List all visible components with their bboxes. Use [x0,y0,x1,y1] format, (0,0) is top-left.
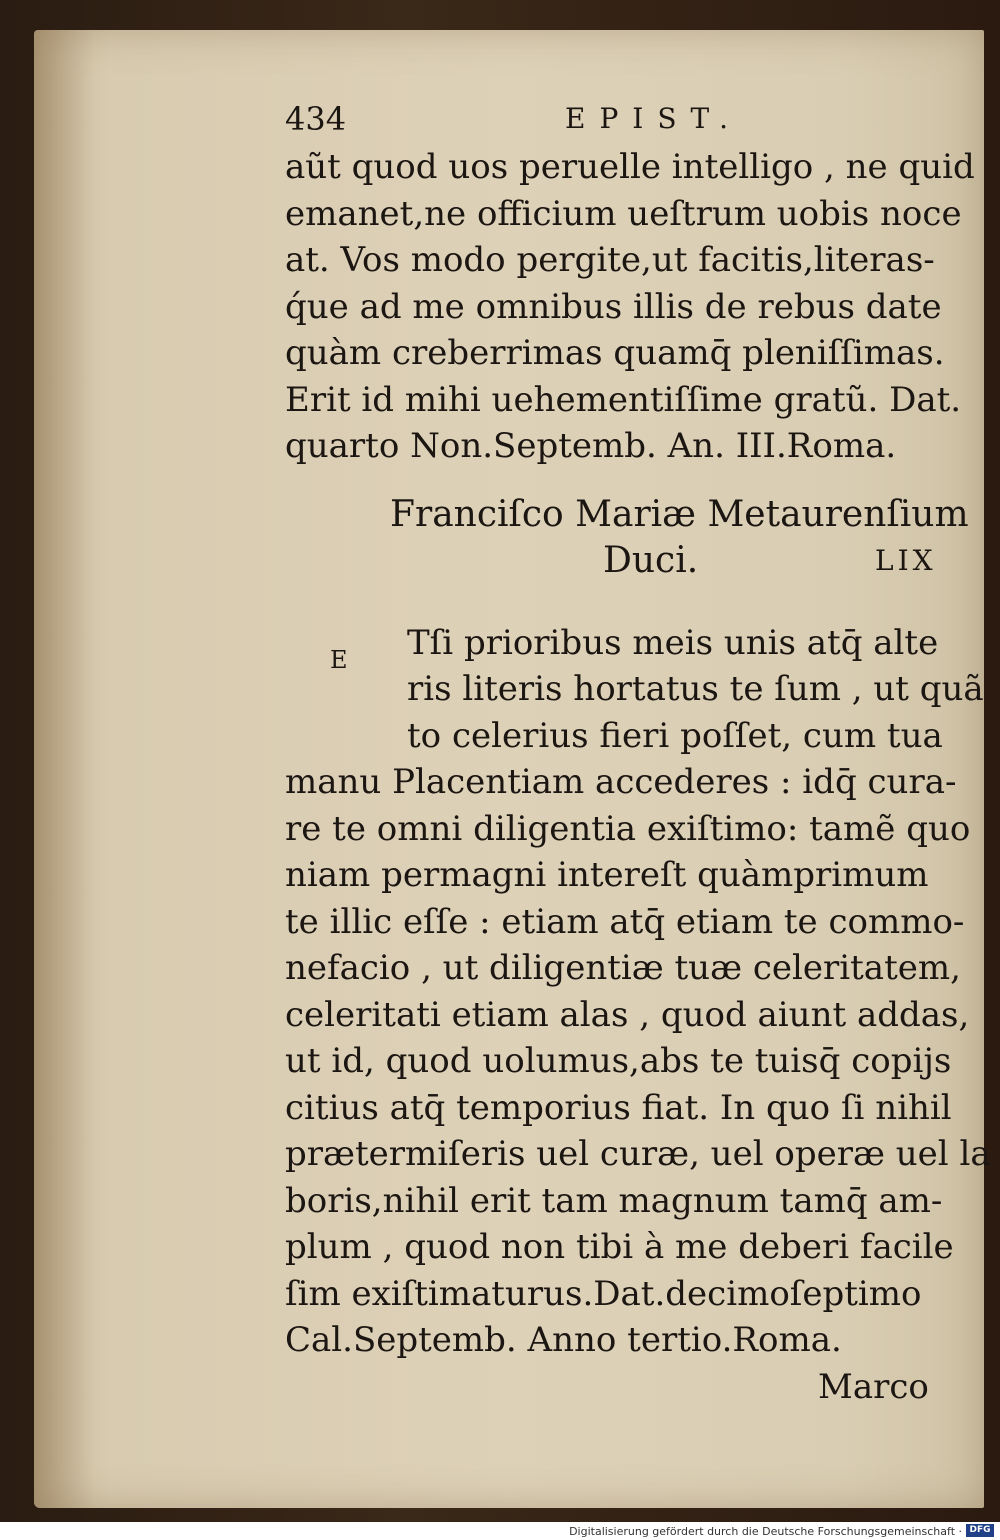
drop-initial-guide-letter: E [330,646,348,674]
text-line: ris literis hortatus te ſum , ut quã [407,669,984,709]
text-line: to celerius fieri poſſet, cum tua [407,715,943,756]
running-title: EPIST. [565,102,742,135]
letter-number: LIX [875,543,937,577]
text-line: nefacio , ut diligentiæ tuæ celeritatem, [285,948,961,988]
text-line: prætermiſeris uel curæ, uel operæ uel la [285,1134,991,1174]
text-line: q́ue ad me omnibus illis de rebus date [285,286,942,327]
text-line: Erit id mihi uehementiſſime gratũ. Dat. [285,379,962,420]
text-line: Tſi prioribus meis unis atq̄ alte [407,622,939,663]
letter-heading-duci: Duci. [603,539,699,581]
text-line: at. Vos modo pergite,ut facitis,literas- [285,240,935,280]
funding-credit: Digitalisierung gefördert durch die Deutsche Forschungsgemeinschaft · [569,1525,962,1538]
text-line: niam permagni intereſt quàmprimum [285,855,929,895]
letter-body [285,620,991,1411]
text-line: ut id, quod uolumus,abs te tuisq̄ copijs [285,1041,952,1081]
page-number: 434 [285,100,347,138]
previous-letter-ending [285,144,975,470]
text-line: re te omni diligentia exiſtimo: tamẽ quo [285,808,971,849]
dfg-logo: DFG [966,1524,994,1537]
text-line: celeritati etiam alas , quod aiunt addas, [285,994,970,1035]
text-line: te illic eſſe : etiam atq̄ etiam te commo- [285,901,965,942]
page-text-block [285,88,991,1410]
text-line: manu Placentiam accederes : idq̄ cura- [285,762,957,802]
text-line: ſim exiſtimaturus.Dat.decimoſeptimo [285,1273,922,1314]
page-edge-stain [34,30,94,1508]
text-line: aũt quod uos peruelle intelligo , ne quid [285,147,975,187]
text-line: quàm creberrimas quamq̄ pleniſſimas. [285,333,945,373]
catchword: Marco [818,1366,929,1407]
running-head [285,88,950,144]
text-line: quarto Non.Septemb. An. III.Roma. [285,426,897,466]
text-line: plum , quod non tibi à me deberi facile [285,1227,954,1267]
text-line: Cal.Septemb. Anno tertio.Roma. [285,1320,842,1360]
text-line: emanet,ne officium ueſtrum uobis noce [285,193,962,234]
letter-heading-title [285,538,950,584]
text-line: citius atq̄ temporius fiat. In quo ſi nihil [285,1087,952,1128]
letter-heading-addressee: Franciſco Mariæ Metaurenſium [390,493,969,535]
text-line: boris,nihil erit tam magnum tamq̄ am- [285,1180,943,1221]
